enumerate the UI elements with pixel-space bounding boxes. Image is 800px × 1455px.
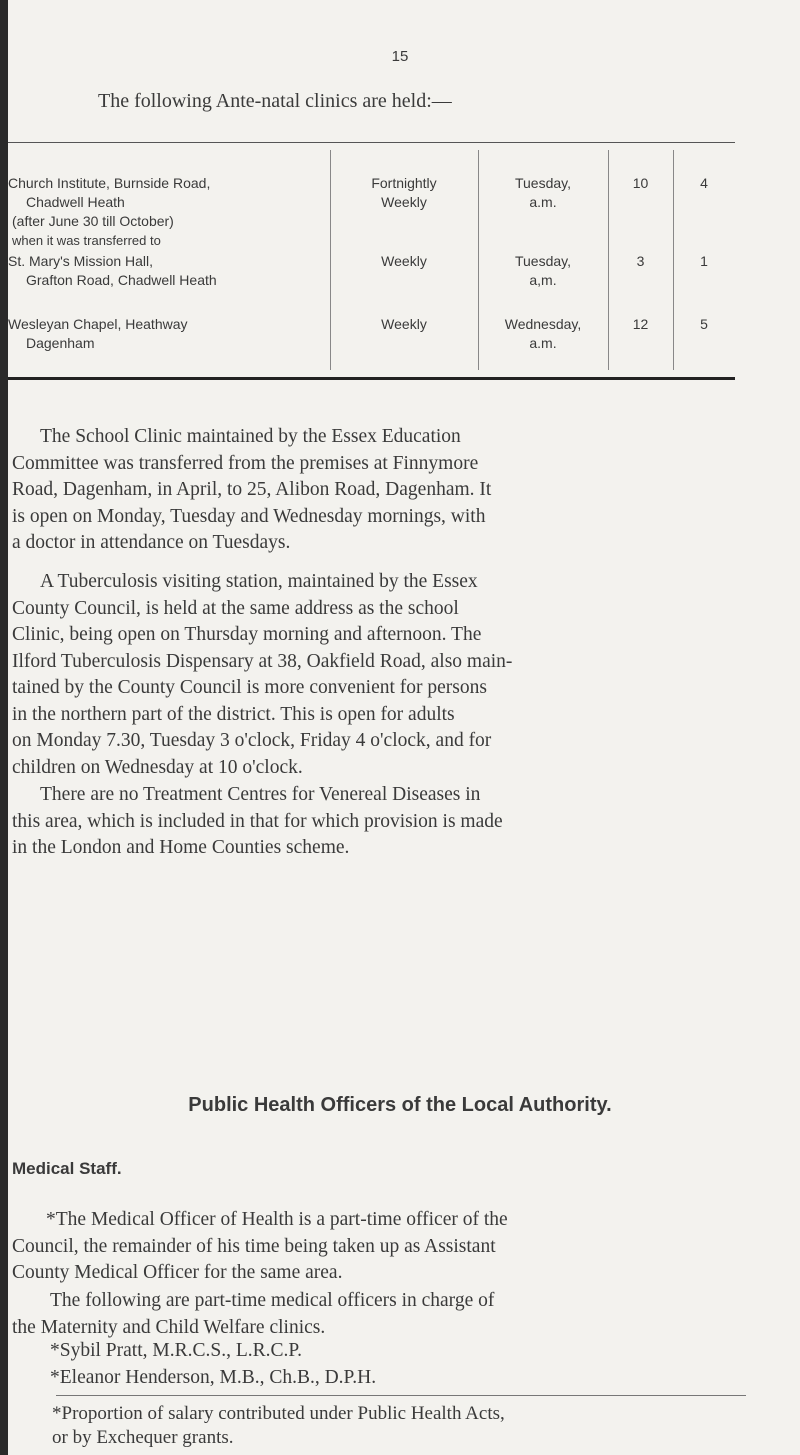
clinic-frequency: Fortnightly Weekly	[371, 175, 437, 210]
school-clinic-paragraph: The School Clinic maintained by the Essex Education Committee was transferred from the premises at Finnymore Road, Dagenham, in April, to 25, Alibon Road, Dagenham. It is open on Monday, Tuesday and Wednesday mornings, with a doctor in attendance on Tuesdays.	[12, 426, 492, 553]
clinic-place: St. Mary's Mission Hall, Grafton Road, Chadwell Heath	[8, 253, 217, 288]
clinic-number: 5	[700, 316, 708, 332]
clinic-frequency: Weekly	[381, 316, 427, 332]
clinic-place: Wesleyan Chapel, Heathway Dagenham	[8, 316, 188, 351]
clinic-number: 1	[700, 253, 708, 269]
clinic-number: 3	[636, 253, 645, 269]
clinic-frequency: Weekly	[381, 253, 427, 269]
clinic-day: Tuesday, a,m.	[514, 253, 572, 288]
footnote: *Proportion of salary contributed under Public Health Acts, or by Exchequer grants.	[52, 1403, 505, 1448]
section-heading: Public Health Officers of the Local Authority.	[188, 1094, 612, 1116]
intro-text: The following Ante-natal clinics are held:—	[98, 90, 452, 112]
officers-list	[0, 1338, 800, 1391]
clinic-number: 4	[700, 175, 708, 191]
table-top-rule	[8, 142, 735, 143]
clinic-number: 10	[632, 175, 649, 191]
officer-name: *Eleanor Henderson, M.B., Ch.B., D.P.H.	[50, 1366, 377, 1388]
clinic-day: Tuesday, a.m.	[514, 175, 572, 210]
footnote-rule	[56, 1395, 746, 1396]
table-bottom-rule	[8, 377, 735, 380]
officer-name: *Sybil Pratt, M.R.C.S., L.R.C.P.	[50, 1340, 302, 1361]
venereal-paragraph: There are no Treatment Centres for Venereal Diseases in this area, which is included in that for which provision is made in the London and Home Counties scheme.	[12, 784, 503, 858]
clinic-place: Church Institute, Burnside Road, Chadwell Heath (after June 30 till October) when it was transferred to	[8, 175, 211, 248]
clinic-day: Wednesday, a.m.	[504, 316, 582, 351]
parttime-paragraph: The following are part-time medical officers in charge of the Maternity and Child Welfare clinics.	[12, 1290, 495, 1338]
clinics-table	[8, 142, 735, 379]
tuberculosis-paragraph: A Tuberculosis visiting station, maintained by the Essex County Council, is held at the same address as the school Clinic, being open on Thursday morning and afternoon. The Ilford Tuberculosis Dispensary at 38, Oakfield Road, also main- tained by the County Council is more convenient for persons in the northern part of the district. This is open for adults on Monday 7.30, Tuesday 3 o'clock, Friday 4 o'clock, and for children on Wednesday at 10 o'clock.	[12, 571, 513, 778]
subsection-heading: Medical Staff.	[12, 1159, 122, 1178]
clinic-number: 12	[632, 316, 649, 332]
moh-paragraph: *The Medical Officer of Health is a part-time officer of the Council, the remainder of his time being taken up as Assistant County Medical Officer for the same area.	[12, 1209, 508, 1283]
page-number: 15	[391, 48, 409, 65]
